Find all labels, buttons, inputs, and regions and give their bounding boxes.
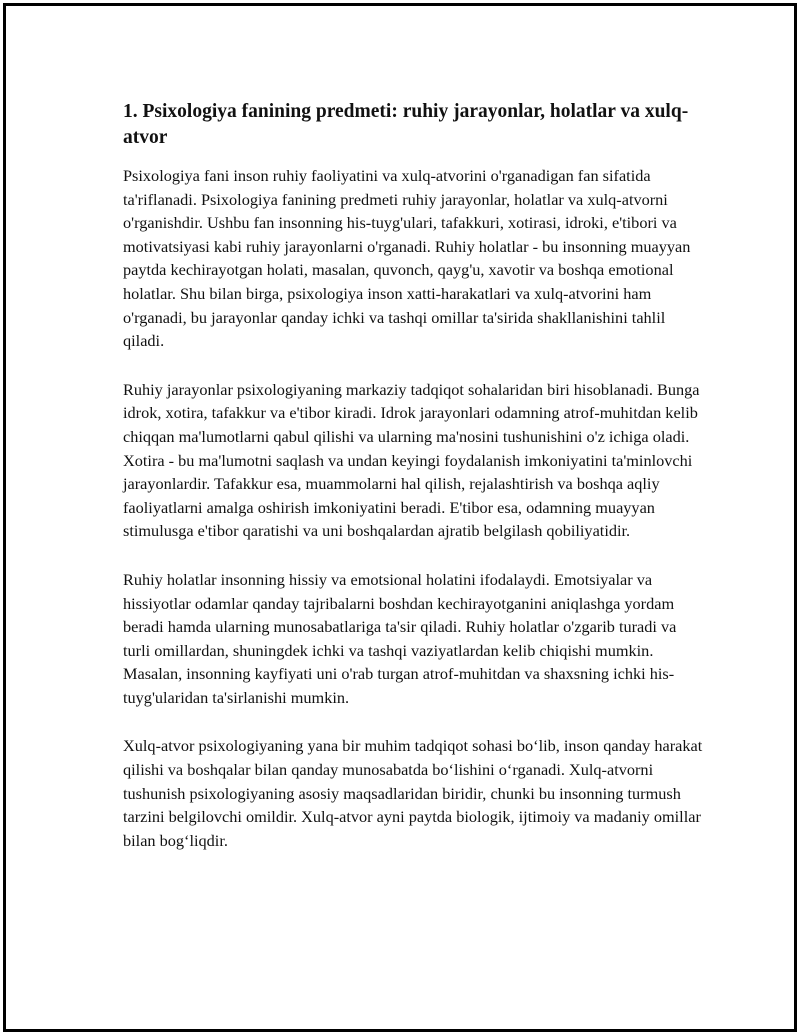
paragraph-mental-states: Ruhiy holatlar insonning hissiy va emotsional holatini ifodalaydi. Emotsiyalar va hissiyotlar odamlar qanday tajribalarni boshdan kechirayotganini aniqlashga yordam beradi hamda ularning munosabatlariga ta'sir qiladi. Ruhiy holatlar o'zgarib turadi va turli omillardan, shuningdek ichki va tashqi vaziyatlardan kelib chiqishi mumkin. Masalan, insonning kayfiyati uni o'rab turgan atrof-muhitdan va shaxsning ichki his-tuyg'ularidan ta'sirlanishi mumkin.: [123, 569, 677, 707]
paragraph-behavior: Xulq-atvor psixologiyaning yana bir muhim tadqiqot sohasi bo‘lib, inson qanday harakat qilishi va boshqalar bilan qanday munosabatda bo‘lishini o‘rganadi. Xulq-atvorni tushunish psixologiyaning asosiy maqsadlaridan biridir, chunki bu insonning turmush tarzini belgilovchi omildir. Xulq-atvor ayni paytda biologik, ijtimoiy va madaniy omillar bilan bog‘liqdir.: [123, 736, 703, 850]
document-body: [123, 99, 703, 877]
document-page: [3, 3, 797, 1032]
paragraph-mental-processes: Ruhiy jarayonlar psixologiyaning markaziy tadqiqot sohalaridan biri hisoblanadi. Bunga idrok, xotira, tafakkur va e'tibor kiradi. Idrok jarayonlari odamning atrof-muhitdan kelib chiqqan ma'lumotlarni qabul qilishi va ularning ma'nosini tushunishini o'z ichiga oladi. Xotira - bu ma'lumotni saqlash va undan keyingi foydalanish imkoniyatini ta'minlovchi jarayonlardir. Tafakkur esa, muammolarni hal qilish, rejalashtirish va boshqa aqliy faoliyatlarni amalga oshirish imkoniyatini beradi. E'tibor esa, odamning muayyan stimulusga e'tibor qaratishi va uni boshqalardan ajratib belgilash qobiliyatidir.: [123, 379, 700, 541]
paragraph-intro: Psixologiya fani inson ruhiy faoliyatini va xulq-atvorini o'rganadigan fan sifatida ta'riflanadi. Psixologiya fanining predmeti ruhiy jarayonlar, holatlar va xulq-atvorni o'rganishdir. Ushbu fan insonning his-tuyg'ulari, tafakkuri, xotirasi, idroki, e'tibori va motivatsiyasi kabi ruhiy jarayonlarni o'rganadi. Ruhiy holatlar - bu insonning muayyan paytda kechirayotgan holati, masalan, quvonch, qayg'u, xavotir va boshqa emotional holatlar. Shu bilan birga, psixologiya inson xatti-harakatlari va xulq-atvorini ham o'rganadi, bu jarayonlar qanday ichki va tashqi omillar ta'sirida shakllanishini tahlil qiladi.: [123, 166, 691, 351]
section-heading: 1. Psixologiya fanining predmeti: ruhiy jarayonlar, holatlar va xulq-atvor: [123, 101, 689, 148]
